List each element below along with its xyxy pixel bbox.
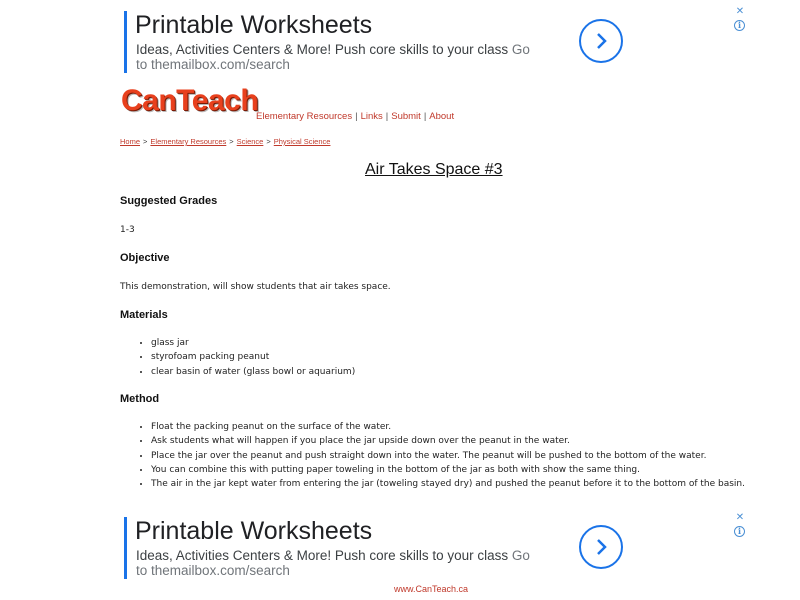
breadcrumb bbox=[120, 137, 330, 146]
top-nav bbox=[256, 111, 454, 122]
chevron-right-icon bbox=[592, 538, 610, 556]
ad-title[interactable]: Printable Worksheets bbox=[135, 11, 373, 39]
ad-url[interactable]: themailbox.com/search bbox=[151, 57, 290, 72]
list-item: • glass jar bbox=[151, 336, 751, 350]
nav-about[interactable]: About bbox=[429, 111, 455, 122]
ad-goto: Go to bbox=[136, 548, 530, 578]
ad-open-button[interactable] bbox=[579, 19, 623, 63]
grades-heading: Suggested Grades bbox=[120, 195, 218, 207]
ad-description-text: Ideas, Activities Centers & More! Push core skills to your class bbox=[136, 548, 509, 563]
method-list bbox=[120, 420, 751, 491]
breadcrumb-separator: > bbox=[143, 137, 148, 146]
ad-title[interactable]: Printable Worksheets bbox=[135, 517, 373, 545]
ad-accent-bar bbox=[124, 517, 127, 579]
ad-description bbox=[136, 548, 536, 578]
footer-url[interactable]: www.CanTeach.ca bbox=[394, 584, 469, 594]
method-heading: Method bbox=[120, 393, 160, 405]
page-title: Air Takes Space #3 bbox=[365, 161, 503, 178]
breadcrumb-physical-science[interactable]: Physical Science bbox=[273, 137, 331, 146]
breadcrumb-science[interactable]: Science bbox=[236, 137, 264, 146]
nav-submit[interactable]: Submit bbox=[391, 111, 421, 122]
breadcrumb-elementary-resources[interactable]: Elementary Resources bbox=[150, 137, 227, 146]
list-item: • clear basin of water (glass bowl or aquarium) bbox=[151, 365, 751, 379]
ad-info-icon[interactable]: i bbox=[734, 526, 745, 537]
nav-separator: | bbox=[355, 111, 358, 122]
ad-info-icon[interactable]: i bbox=[734, 20, 745, 31]
nav-separator: | bbox=[385, 111, 389, 122]
ad-open-button[interactable] bbox=[579, 525, 623, 569]
list-item: • The air in the jar kept water from entering the jar (toweling stayed dry) and pushed the peanut before it to the bottom of the basin. bbox=[151, 477, 751, 491]
breadcrumb-home[interactable]: Home bbox=[120, 137, 141, 146]
ad-description-text: Ideas, Activities Centers & More! Push core skills to your class bbox=[136, 42, 509, 57]
breadcrumb-separator: > bbox=[229, 137, 234, 146]
ad-url[interactable]: themailbox.com/search bbox=[151, 563, 290, 578]
grades-value: 1-3 bbox=[120, 225, 135, 235]
list-item: • styrofoam packing peanut bbox=[151, 350, 751, 364]
objective-text: This demonstration, will show students that air takes space. bbox=[120, 282, 391, 292]
ad-description bbox=[136, 42, 536, 72]
list-item: • Float the packing peanut on the surface of the water. bbox=[151, 420, 751, 434]
breadcrumb-separator: > bbox=[266, 137, 271, 146]
list-item: • Place the jar over the peanut and push straight down into the water. The peanut will be pushed to the bottom of the water. bbox=[151, 449, 751, 463]
bottom-ad-banner[interactable] bbox=[124, 514, 749, 584]
materials-list bbox=[120, 336, 751, 379]
site-logo[interactable]: CanTeach bbox=[121, 84, 259, 117]
materials-heading: Materials bbox=[120, 309, 168, 321]
ad-close-icon[interactable]: ✕ bbox=[735, 512, 745, 523]
top-ad-banner[interactable] bbox=[124, 8, 749, 78]
objective-heading: Objective bbox=[120, 252, 170, 264]
ad-goto: Go to bbox=[136, 42, 530, 72]
ad-accent-bar bbox=[124, 11, 127, 73]
ad-close-icon[interactable]: ✕ bbox=[735, 6, 745, 17]
chevron-right-icon bbox=[592, 32, 610, 50]
list-item: • You can combine this with putting paper toweling in the bottom of the jar as both with show the same thing. bbox=[151, 463, 751, 477]
list-item: • Ask students what will happen if you place the jar upside down over the peanut in the water. bbox=[151, 434, 751, 448]
nav-separator: | bbox=[423, 111, 427, 122]
nav-links[interactable]: Links bbox=[360, 111, 383, 122]
nav-elementary-resources[interactable]: Elementary Resources bbox=[256, 111, 353, 122]
